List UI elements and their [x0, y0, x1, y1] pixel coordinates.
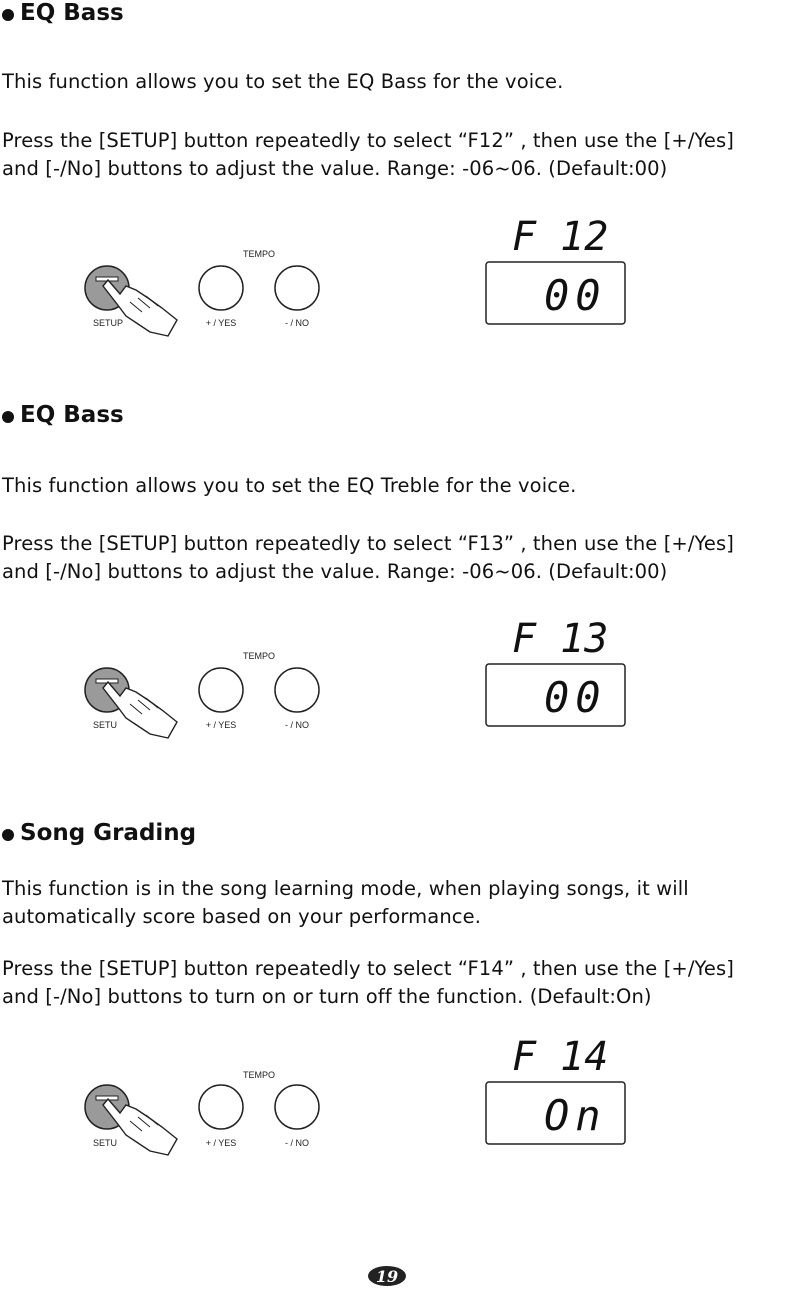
heading-text: EQ Bass — [20, 402, 124, 428]
instruction-line: and [-/No] buttons to adjust the value. Range: -06~06. (Default:00) — [2, 560, 668, 583]
instruction-line: and [-/No] buttons to turn on or turn off the function. (Default:On) — [2, 985, 652, 1008]
bullet-icon — [2, 9, 14, 21]
section-heading — [2, 402, 124, 428]
function-code-display: F 12 — [512, 220, 609, 260]
instructions — [2, 955, 734, 1011]
yes-label: + / YES — [205, 720, 237, 730]
display-value: 00 — [544, 271, 607, 320]
panel-illustration — [0, 622, 789, 762]
setup-label: SETU — [93, 1138, 118, 1148]
description — [2, 472, 576, 500]
minus-no-button — [275, 266, 319, 310]
section-song-grading — [0, 820, 789, 1230]
minus-no-button — [275, 1085, 319, 1129]
instructions — [2, 530, 734, 586]
no-label: - / NO — [285, 720, 309, 730]
heading-text: EQ Bass — [20, 0, 124, 26]
panel-illustration — [0, 1038, 789, 1178]
instruction-line: Press the [SETUP] button repeatedly to select “F13” , then use the [+/Yes] — [2, 532, 734, 555]
section-eq-treble — [0, 402, 789, 812]
instruction-line: Press the [SETUP] button repeatedly to select “F14” , then use the [+/Yes] — [2, 957, 734, 980]
heading-text: Song Grading — [20, 820, 197, 846]
setup-label: SETUP — [93, 318, 124, 328]
plus-yes-button — [199, 266, 243, 310]
instruction-line: Press the [SETUP] button repeatedly to select “F12” , then use the [+/Yes] — [2, 129, 734, 152]
bullet-icon — [2, 829, 14, 841]
tempo-label: TEMPO — [242, 651, 276, 661]
section-eq-bass — [0, 0, 789, 410]
description-line: automatically score based on your performance. — [2, 905, 482, 928]
description — [2, 68, 563, 96]
description — [2, 875, 689, 931]
description-line: This function allows you to set the EQ Bass for the voice. — [2, 70, 564, 93]
no-label: - / NO — [285, 318, 309, 328]
section-heading — [2, 0, 124, 26]
panel-diagram — [0, 622, 789, 762]
tempo-label: TEMPO — [242, 249, 276, 259]
instructions — [2, 127, 734, 183]
no-label: - / NO — [285, 1138, 309, 1148]
function-code-display: F 13 — [512, 622, 609, 662]
plus-yes-button — [199, 1085, 243, 1129]
display-value: On — [544, 1091, 607, 1140]
panel-diagram — [0, 220, 789, 360]
yes-label: + / YES — [205, 1138, 237, 1148]
yes-label: + / YES — [205, 318, 237, 328]
function-code-display: F 14 — [512, 1038, 609, 1080]
panel-diagram — [0, 1038, 789, 1178]
display-value: 00 — [544, 673, 607, 722]
section-heading — [2, 820, 196, 846]
tempo-label: TEMPO — [242, 1070, 276, 1080]
description-line: This function allows you to set the EQ Treble for the voice. — [2, 474, 577, 497]
bullet-icon — [2, 411, 14, 423]
setup-label: SETU — [93, 720, 118, 730]
panel-illustration — [0, 220, 789, 360]
plus-yes-button — [199, 668, 243, 712]
description-line: This function is in the song learning mode, when playing songs, it will — [2, 877, 689, 900]
instruction-line: and [-/No] buttons to adjust the value. Range: -06~06. (Default:00) — [2, 157, 668, 180]
page-number: 19 — [368, 1266, 406, 1286]
minus-no-button — [275, 668, 319, 712]
